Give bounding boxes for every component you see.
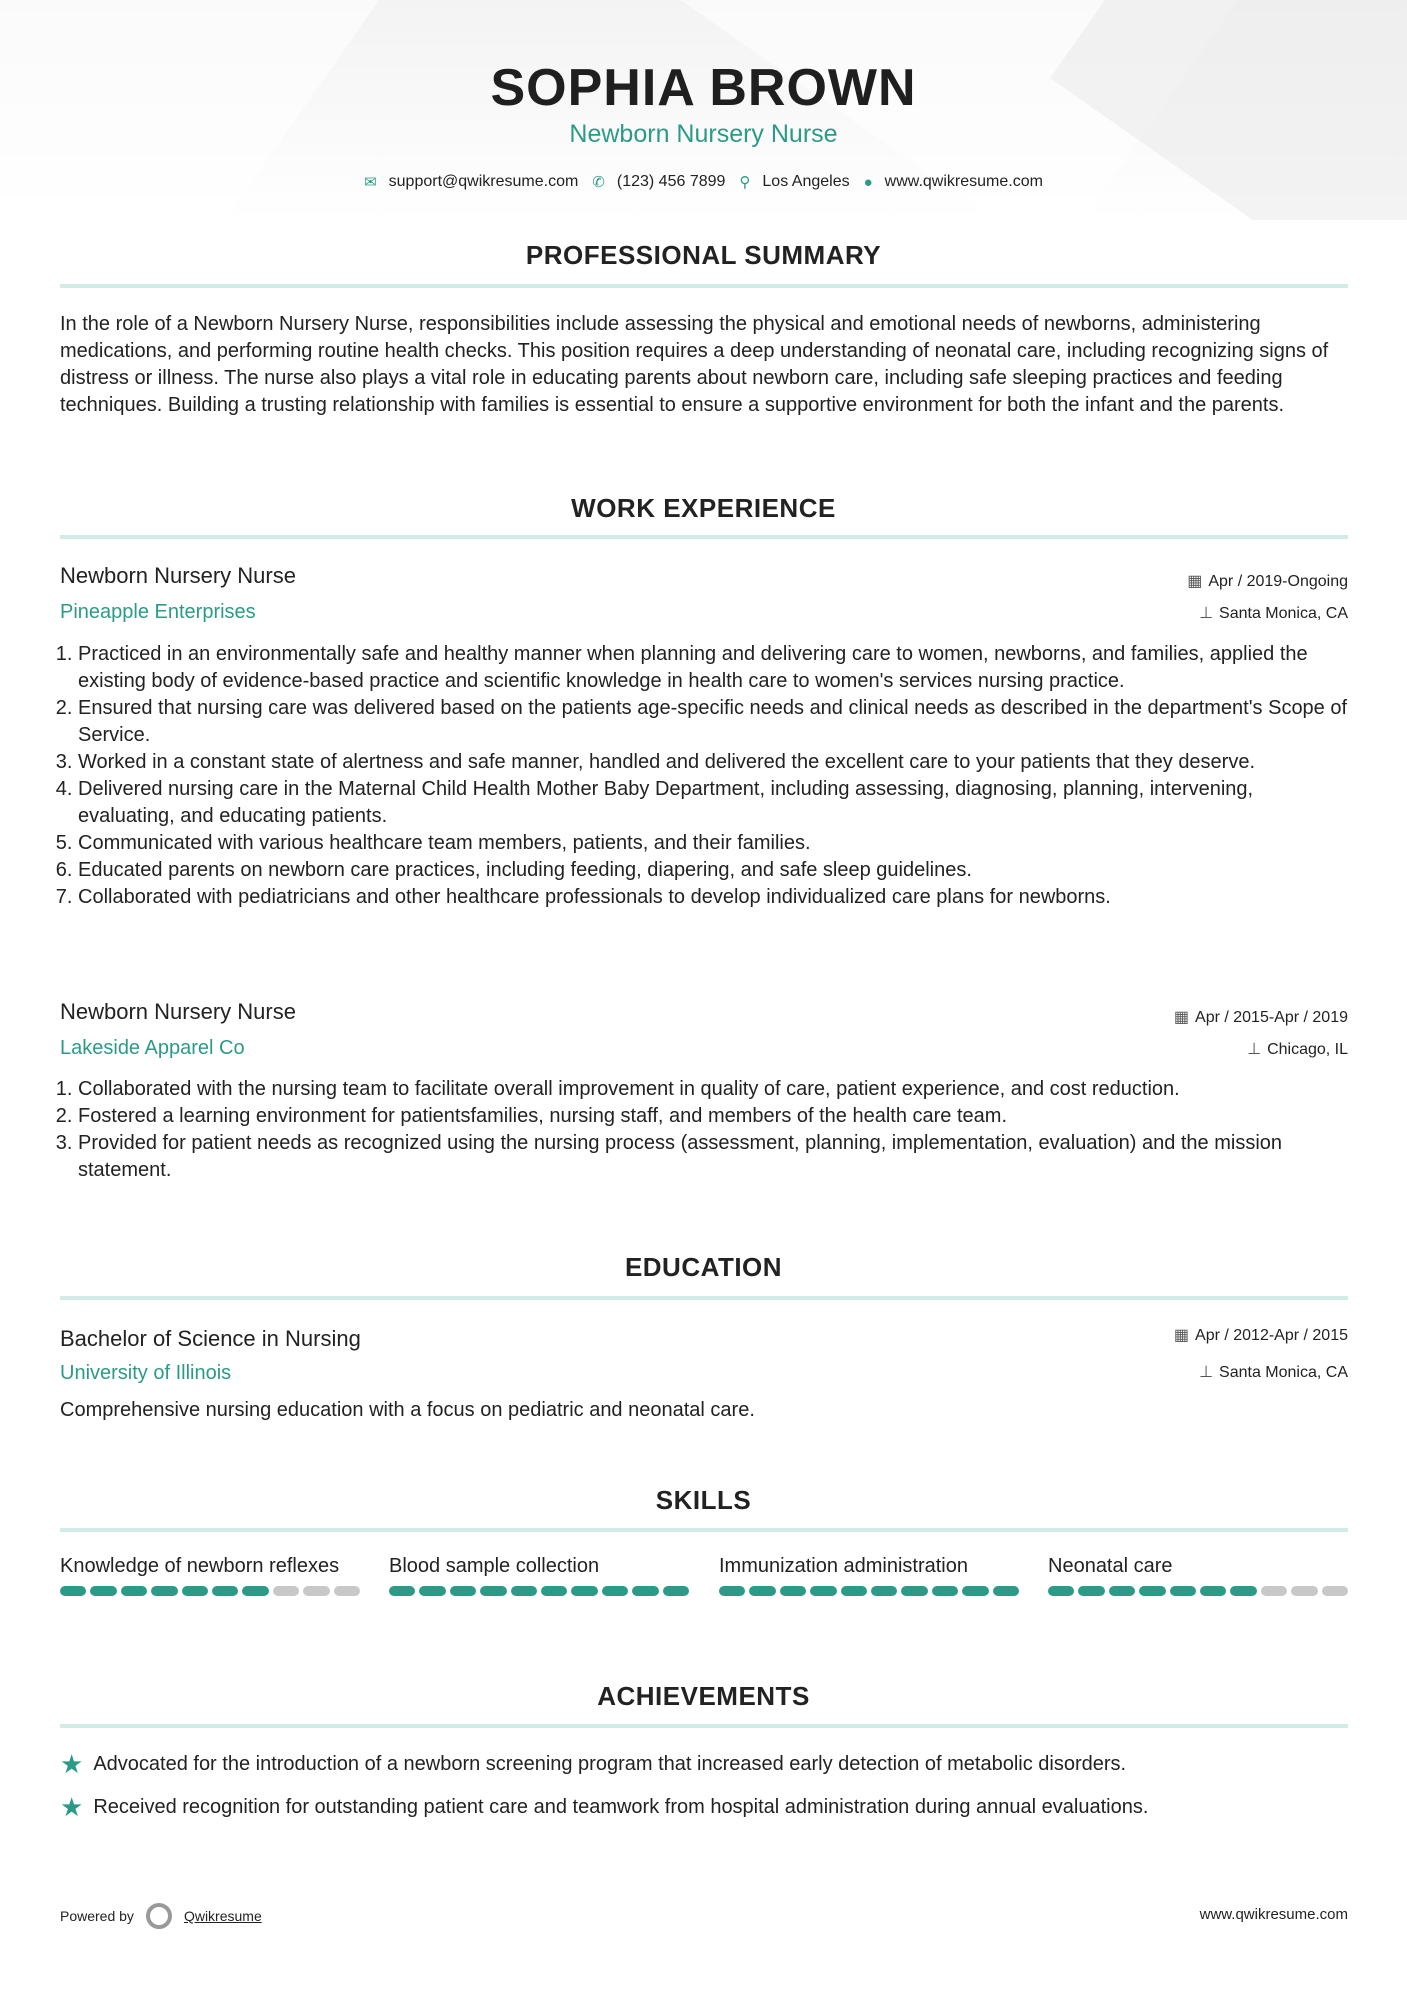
list-item: 5. Communicated with various healthcare team members, patients, and their families. bbox=[78, 830, 1350, 857]
section-heading-education: EDUCATION bbox=[624, 1252, 783, 1282]
skill-segment-filled bbox=[450, 1586, 476, 1596]
envelope-icon: ✉ bbox=[364, 174, 377, 191]
section-heading-experience: WORK EXPERIENCE bbox=[571, 493, 836, 523]
skill-segment-filled bbox=[541, 1586, 567, 1596]
footer-website[interactable]: www.qwikresume.com bbox=[1199, 1906, 1348, 1923]
phone-icon: ✆ bbox=[592, 174, 605, 191]
skill-segment-empty bbox=[1322, 1586, 1348, 1596]
list-item: 2. Fostered a learning environment for patientsfamilies, nursing staff, and members of the health care team. bbox=[78, 1103, 1350, 1130]
education-dates bbox=[1174, 1325, 1348, 1345]
job-location bbox=[1247, 1039, 1348, 1059]
section-heading-skills: SKILLS bbox=[655, 1485, 752, 1515]
list-item: 1. Collaborated with the nursing team to facilitate overall improvement in quality of care, patient experience, and cost reduction. bbox=[78, 1076, 1350, 1103]
skill-segment-filled bbox=[571, 1586, 597, 1596]
achievement-item bbox=[60, 1751, 1126, 1777]
skill-item bbox=[719, 1553, 1019, 1596]
job-dates-text: Apr / 2019-Ongoing bbox=[1208, 573, 1348, 590]
job-bullets bbox=[60, 641, 1350, 911]
education-location bbox=[1199, 1362, 1348, 1382]
job-company: Lakeside Apparel Co bbox=[60, 1037, 245, 1059]
pin-icon: ⊥ bbox=[1247, 1041, 1262, 1058]
skill-segment-filled bbox=[871, 1586, 897, 1596]
skill-item bbox=[60, 1553, 360, 1596]
skill-segment-filled bbox=[810, 1586, 836, 1596]
skill-level-bar bbox=[719, 1586, 1019, 1596]
skill-segment-filled bbox=[212, 1586, 238, 1596]
skill-segment-filled bbox=[632, 1586, 658, 1596]
footer-powered-by bbox=[60, 1903, 262, 1929]
contact-email[interactable]: support@qwikresume.com bbox=[388, 173, 579, 190]
job-bullets bbox=[60, 1076, 1350, 1184]
list-item: 1. Practiced in an environmentally safe and healthy manner when planning and delivering care to women, newborns, and families, applied the existing body of evidence-based practice and scientific knowledge in health care to women's services nursing practice. bbox=[78, 641, 1350, 695]
section-heading-summary: PROFESSIONAL SUMMARY bbox=[525, 240, 882, 270]
skill-segment-filled bbox=[1170, 1586, 1196, 1596]
job-location-text: Chicago, IL bbox=[1267, 1041, 1348, 1058]
skill-segment-filled bbox=[1200, 1586, 1226, 1596]
skill-segment-empty bbox=[303, 1586, 329, 1596]
skill-segment-filled bbox=[480, 1586, 506, 1596]
skill-name: Knowledge of newborn reflexes bbox=[60, 1555, 340, 1577]
list-item: 7. Collaborated with pediatricians and other healthcare professionals to develop individualized care plans for newborns. bbox=[78, 884, 1350, 911]
job-company: Pineapple Enterprises bbox=[60, 601, 256, 623]
skill-segment-filled bbox=[663, 1586, 689, 1596]
map-pin-icon: ⚲ bbox=[739, 174, 751, 191]
job-title: Newborn Nursery Nurse bbox=[60, 999, 296, 1024]
skill-segment-filled bbox=[993, 1586, 1019, 1596]
job-location-text: Santa Monica, CA bbox=[1219, 605, 1348, 622]
school: University of Illinois bbox=[60, 1362, 232, 1384]
skill-segment-filled bbox=[121, 1586, 147, 1596]
candidate-title: Newborn Nursery Nurse bbox=[569, 120, 838, 148]
skill-segment-filled bbox=[1139, 1586, 1165, 1596]
skill-segment-filled bbox=[602, 1586, 628, 1596]
education-dates-text: Apr / 2012-Apr / 2015 bbox=[1195, 1327, 1348, 1344]
job-dates bbox=[1187, 571, 1348, 591]
qwikresume-logo-icon bbox=[146, 1903, 172, 1929]
skill-name: Immunization administration bbox=[719, 1555, 968, 1577]
contact-phone: (123) 456 7899 bbox=[616, 173, 726, 190]
skill-segment-filled bbox=[901, 1586, 927, 1596]
globe-icon: ● bbox=[863, 173, 873, 191]
star-icon: ★ bbox=[60, 1792, 84, 1822]
powered-by-label: Powered by bbox=[60, 1908, 134, 1924]
pin-icon: ⊥ bbox=[1199, 1364, 1214, 1381]
section-divider bbox=[60, 535, 1348, 539]
list-item: 3. Worked in a constant state of alertness and safe manner, handled and delivered the excellent care to your patients that they deserve. bbox=[78, 749, 1350, 776]
skill-segment-empty bbox=[334, 1586, 360, 1596]
calendar-icon: ▦ bbox=[1187, 573, 1203, 590]
skill-segment-empty bbox=[1291, 1586, 1317, 1596]
job-dates bbox=[1174, 1007, 1348, 1027]
section-divider bbox=[60, 1528, 1348, 1532]
calendar-icon: ▦ bbox=[1173, 1327, 1190, 1344]
qwikresume-link[interactable]: Qwikresume bbox=[183, 1908, 262, 1924]
star-icon: ★ bbox=[60, 1749, 84, 1779]
list-item: 3. Provided for patient needs as recognized using the nursing process (assessment, planning, implementation, evaluation) and the mission statement. bbox=[78, 1130, 1350, 1184]
skill-segment-empty bbox=[1261, 1586, 1287, 1596]
achievement-text: Received recognition for outstanding patient care and teamwork from hospital administration during annual evaluations. bbox=[93, 1795, 1149, 1818]
skill-level-bar bbox=[389, 1586, 689, 1596]
achievement-item bbox=[60, 1794, 1148, 1820]
skill-item bbox=[1048, 1553, 1348, 1596]
list-item: 4. Delivered nursing care in the Maternal Child Health Mother Baby Department, including assessing, diagnosing, planning, intervening, evaluating, and educating patients. bbox=[78, 776, 1350, 830]
skill-segment-filled bbox=[511, 1586, 537, 1596]
skill-segment-filled bbox=[749, 1586, 775, 1596]
job-location bbox=[1199, 603, 1348, 623]
section-divider bbox=[60, 1296, 1348, 1300]
skill-segment-filled bbox=[90, 1586, 116, 1596]
job-title: Newborn Nursery Nurse bbox=[60, 563, 296, 588]
skill-segment-filled bbox=[932, 1586, 958, 1596]
skill-segment-filled bbox=[780, 1586, 806, 1596]
skill-segment-filled bbox=[419, 1586, 445, 1596]
skill-level-bar bbox=[60, 1586, 360, 1596]
skill-segment-filled bbox=[1230, 1586, 1256, 1596]
skill-segment-filled bbox=[841, 1586, 867, 1596]
skill-segment-filled bbox=[151, 1586, 177, 1596]
skill-name: Blood sample collection bbox=[389, 1555, 600, 1577]
skill-segment-filled bbox=[182, 1586, 208, 1596]
summary-text: In the role of a Newborn Nursery Nurse, responsibilities include assessing the physical and emotional needs of newborns, administering medications, and performing routine health checks. This position requires a deep understanding of neonatal care, including recognizing signs of distress or illness. The nurse also plays a vital role in educating parents about newborn care, including safe sleeping practices and feeding techniques. Building a trusting relationship with families is essential to ensure a supportive environment for both the infant and the parents. bbox=[60, 313, 1329, 416]
skill-name: Neonatal care bbox=[1048, 1555, 1173, 1577]
education-description: Comprehensive nursing education with a focus on pediatric and neonatal care. bbox=[60, 1399, 755, 1421]
skill-segment-filled bbox=[242, 1586, 268, 1596]
list-item: 6. Educated parents on newborn care practices, including feeding, diapering, and safe sleep guidelines. bbox=[78, 857, 1350, 884]
skill-segment-filled bbox=[1048, 1586, 1074, 1596]
skill-item bbox=[389, 1553, 689, 1596]
contact-bar bbox=[0, 173, 1407, 191]
skill-segment-filled bbox=[389, 1586, 415, 1596]
section-heading-achievements: ACHIEVEMENTS bbox=[597, 1681, 810, 1711]
skill-segment-filled bbox=[962, 1586, 988, 1596]
calendar-icon: ▦ bbox=[1173, 1009, 1190, 1026]
list-item: 2. Ensured that nursing care was delivered based on the patients age-specific needs and clinical needs as described in the department's Scope of Service. bbox=[78, 695, 1350, 749]
skill-segment-filled bbox=[719, 1586, 745, 1596]
job-dates-text: Apr / 2015-Apr / 2019 bbox=[1195, 1009, 1348, 1026]
skill-segment-filled bbox=[1109, 1586, 1135, 1596]
section-divider bbox=[60, 284, 1348, 288]
section-divider bbox=[60, 1724, 1348, 1728]
pin-icon: ⊥ bbox=[1199, 605, 1214, 622]
contact-website[interactable]: www.qwikresume.com bbox=[884, 173, 1043, 190]
education-location-text: Santa Monica, CA bbox=[1219, 1364, 1348, 1381]
candidate-name: SOPHIA BROWN bbox=[490, 59, 917, 117]
skill-segment-filled bbox=[60, 1586, 86, 1596]
degree: Bachelor of Science in Nursing bbox=[60, 1326, 361, 1351]
skill-segment-empty bbox=[273, 1586, 299, 1596]
contact-location: Los Angeles bbox=[762, 173, 850, 190]
skill-level-bar bbox=[1048, 1586, 1348, 1596]
skill-segment-filled bbox=[1078, 1586, 1104, 1596]
achievement-text: Advocated for the introduction of a newborn screening program that increased early detection of metabolic disorders. bbox=[93, 1752, 1127, 1775]
